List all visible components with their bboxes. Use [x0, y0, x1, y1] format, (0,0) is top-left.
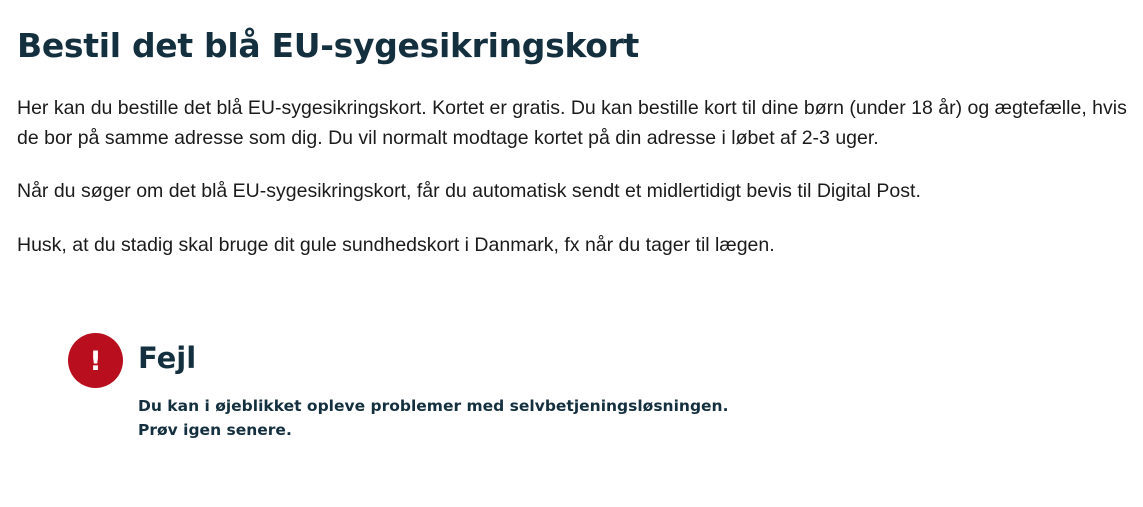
health-card-reminder-paragraph: Husk, at du stadig skal bruge dit gule sundhedskort i Danmark, fx når du tager til lægen.	[17, 234, 775, 256]
intro-paragraph: Her kan du bestille det blå EU-sygesikringskort. Kortet er gratis. Du kan bestille kort til dine børn (under 18 år) og ægtefælle, hvis de bor på samme adresse som dig. Du vil normalt modtage kortet på din adresse i løbet af 2-3 uger.	[17, 97, 1127, 149]
digital-post-paragraph: Når du søger om det blå EU-sygesikringskort, får du automatisk sendt et midlertidigt bevis til Digital Post.	[17, 180, 921, 202]
alert-message: Du kan i øjeblikket opleve problemer med selvbetjeningsløsningen. Prøv igen senere.	[138, 397, 729, 439]
error-alert	[68, 333, 768, 453]
alert-title: Fejl	[138, 341, 197, 375]
page-title: Bestil det blå EU-sygesikringskort	[17, 26, 640, 65]
exclamation-icon	[68, 333, 123, 388]
exclamation-glyph: !	[89, 346, 102, 377]
